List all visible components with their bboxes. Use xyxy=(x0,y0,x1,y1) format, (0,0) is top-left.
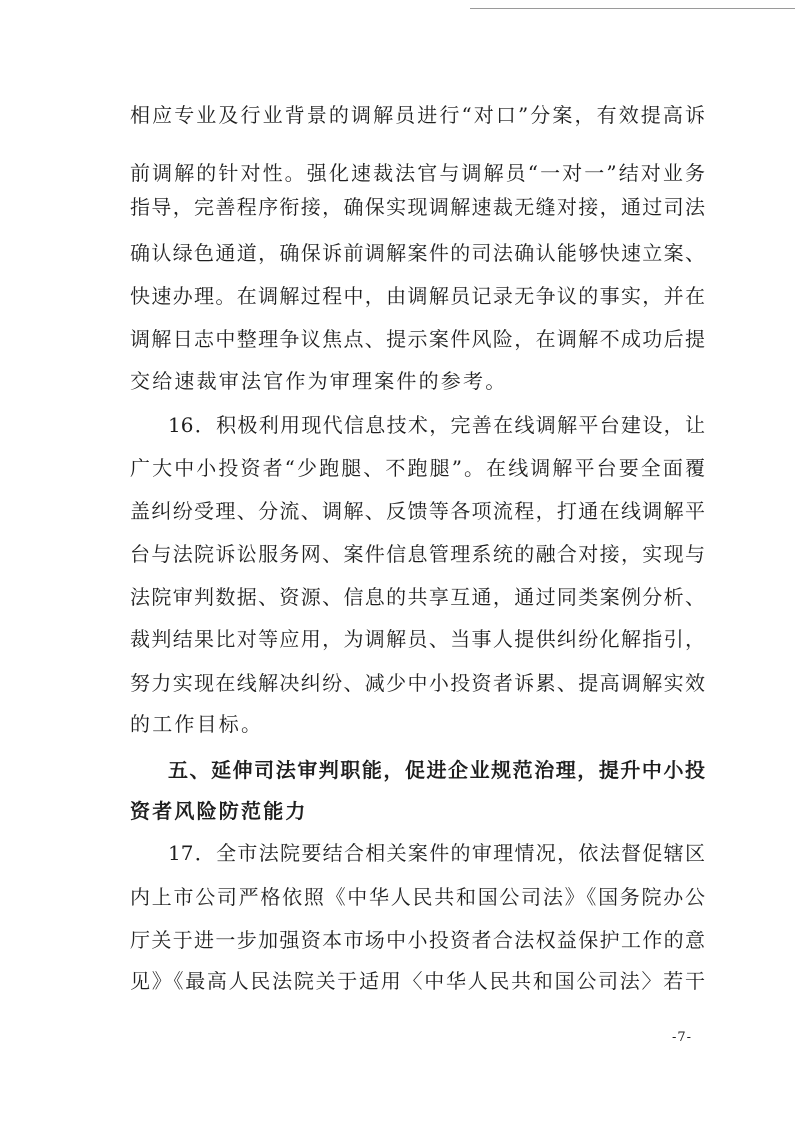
text-line: 快速办理。在调解过程中，由调解员记录无争议的事实，并在 xyxy=(130,284,705,308)
paragraph-first-line: 17．全市法院要结合相关案件的审理情况，依法督促辖区 xyxy=(168,841,705,865)
text-line: 调解日志中整理争议焦点、提示案件风险，在调解不成功后提 xyxy=(130,327,705,351)
text-line: 内上市公司严格依照《中华人民共和国公司法》《国务院办公 xyxy=(130,885,705,909)
section-heading-continued: 资者风险防范能力 xyxy=(130,799,308,823)
text-line: 见》《最高人民法院关于适用〈中华人民共和国公司法〉若干 xyxy=(130,969,705,993)
text-line: 确认绿色通道，确保诉前调解案件的司法确认能够快速立案、 xyxy=(130,241,705,265)
page-number: -7- xyxy=(672,1030,693,1045)
section-heading: 五、延伸司法审判职能，促进企业规范治理，提升中小投 xyxy=(168,758,705,782)
text-line: 的工作目标。 xyxy=(130,712,264,736)
text-line: 前调解的针对性。强化速裁法官与调解员“一对一”结对业务 xyxy=(130,161,705,185)
text-line: 台与法院诉讼服务网、案件信息管理系统的融合对接，实现与 xyxy=(130,542,705,566)
paragraph-first-line: 16．积极利用现代信息技术，完善在线调解平台建设，让 xyxy=(168,413,705,437)
scan-edge-line xyxy=(470,8,795,9)
text-line: 交给速裁审法官作为审理案件的参考。 xyxy=(130,369,508,393)
text-line: 厅关于进一步加强资本市场中小投资者合法权益保护工作的意 xyxy=(130,928,705,952)
text-line: 指导，完善程序衔接，确保实现调解速裁无缝对接，通过司法 xyxy=(130,195,705,219)
text-line: 广大中小投资者“少跑腿、不跑腿”。在线调解平台要全面覆 xyxy=(130,456,705,480)
text-line: 努力实现在线解决纠纷、减少中小投资者诉累、提高调解实效 xyxy=(130,671,705,695)
text-line: 法院审判数据、资源、信息的共享互通，通过同类案例分析、 xyxy=(130,585,705,609)
text-line: 盖纠纷受理、分流、调解、反馈等各项流程，打通在线调解平 xyxy=(130,499,705,523)
text-line: 裁判结果比对等应用，为调解员、当事人提供纠纷化解指引， xyxy=(130,627,705,651)
text-line: 相应专业及行业背景的调解员进行“对口”分案，有效提高诉 xyxy=(130,103,705,127)
